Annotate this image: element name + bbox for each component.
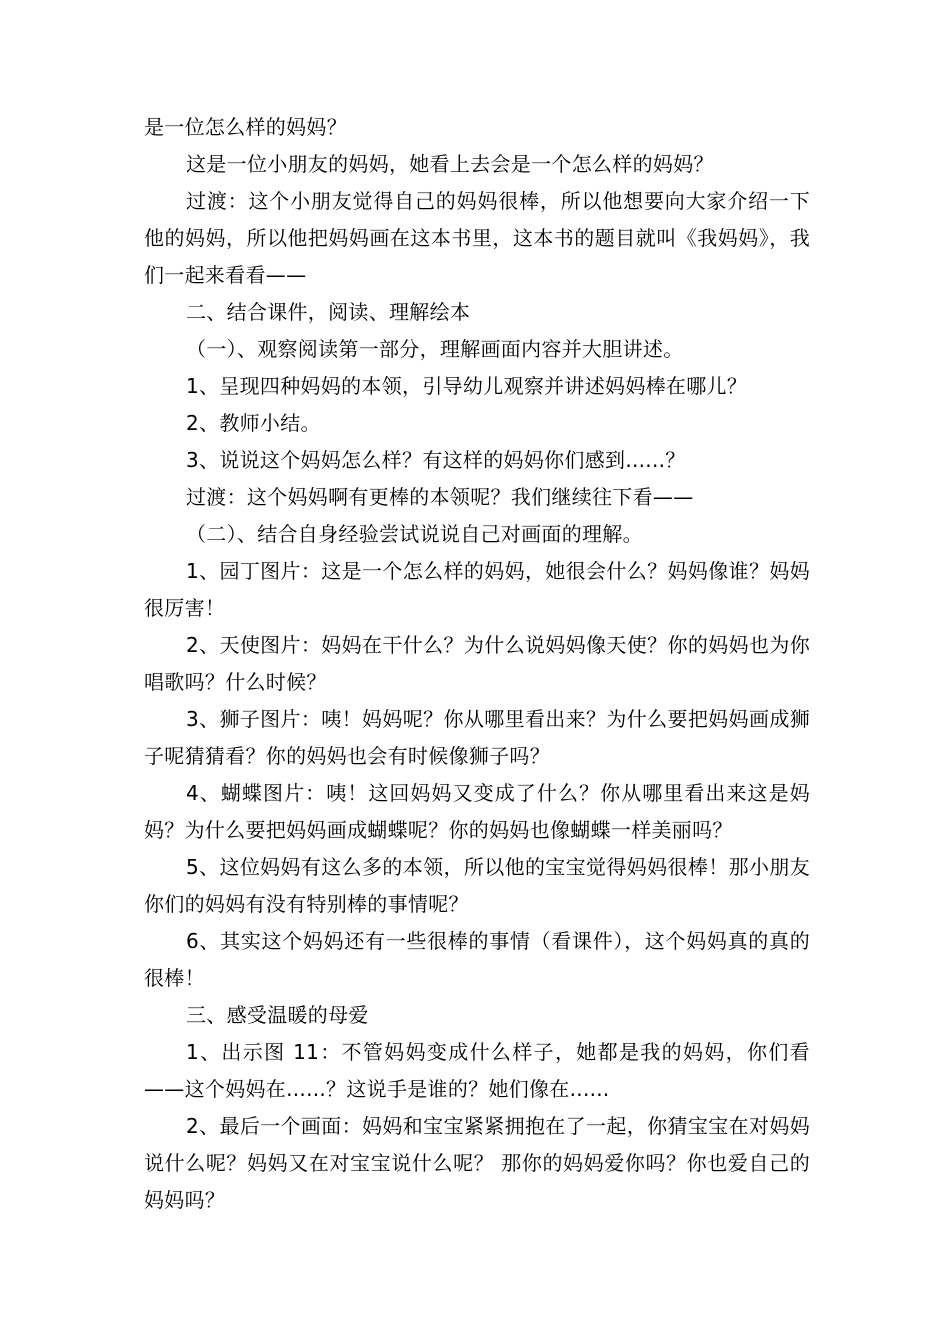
document-body	[144, 109, 810, 1219]
list-item: 1、呈现四种妈妈的本领，引导幼儿观察并讲述妈妈棒在哪儿？	[186, 374, 748, 398]
section-heading: 二、结合课件，阅读、理解绘本	[186, 300, 471, 324]
list-item: 4、蝴蝶图片：咦！这回妈妈又变成了什么？你从哪里看出来这是妈妈？为什么要把妈妈画成蝴蝶呢？你的妈妈也像蝴蝶一样美丽吗？	[144, 781, 810, 842]
paragraph-continuation: 是一位怎么样的妈妈？	[144, 115, 347, 139]
paragraph: 这是一位小朋友的妈妈，她看上去会是一个怎么样的妈妈？	[186, 152, 714, 176]
list-item: 3、说说这个妈妈怎么样？有这样的妈妈你们感到......？	[186, 448, 686, 472]
section-heading: 三、感受温暖的母爱	[186, 1003, 369, 1027]
list-item: 1、出示图 11：不管妈妈变成什么样子，她都是我的妈妈，你们看——这个妈妈在......？这说手是谁的？她们像在......	[144, 1040, 810, 1101]
paragraph: 过渡：这个妈妈啊有更棒的本领呢？我们继续往下看——	[186, 485, 694, 509]
subsection-heading: （一）、观察阅读第一部分，理解画面内容并大胆讲述。	[186, 337, 684, 361]
list-item: 6、其实这个妈妈还有一些很棒的事情（看课件），这个妈妈真的真的很棒！	[144, 929, 810, 990]
list-item: 2、最后一个画面：妈妈和宝宝紧紧拥抱在了一起，你猜宝宝在对妈妈说什么呢？妈妈又在对宝宝说什么呢？ 那你的妈妈爱你吗？你也爱自己的妈妈吗？	[144, 1114, 810, 1212]
list-item: 5、这位妈妈有这么多的本领，所以他的宝宝觉得妈妈很棒！那小朋友你们的妈妈有没有特别棒的事情呢？	[144, 855, 810, 916]
list-item: 1、园丁图片：这是一个怎么样的妈妈，她很会什么？妈妈像谁？妈妈很厉害！	[144, 559, 810, 620]
list-item: 3、狮子图片：咦！妈妈呢？你从哪里看出来？为什么要把妈妈画成狮子呢猜猜看？你的妈妈也会有时候像狮子吗？	[144, 707, 810, 768]
subsection-heading: （二）、结合自身经验尝试说说自己对画面的理解。	[186, 522, 643, 546]
list-item: 2、教师小结。	[186, 411, 321, 435]
list-item: 2、天使图片：妈妈在干什么？为什么说妈妈像天使？你的妈妈也为你唱歌吗？什么时候？	[144, 633, 810, 694]
paragraph: 过渡：这个小朋友觉得自己的妈妈很棒，所以他想要向大家介绍一下他的妈妈，所以他把妈妈画在这本书里，这本书的题目就叫《我妈妈》，我们一起来看看——	[144, 189, 810, 287]
